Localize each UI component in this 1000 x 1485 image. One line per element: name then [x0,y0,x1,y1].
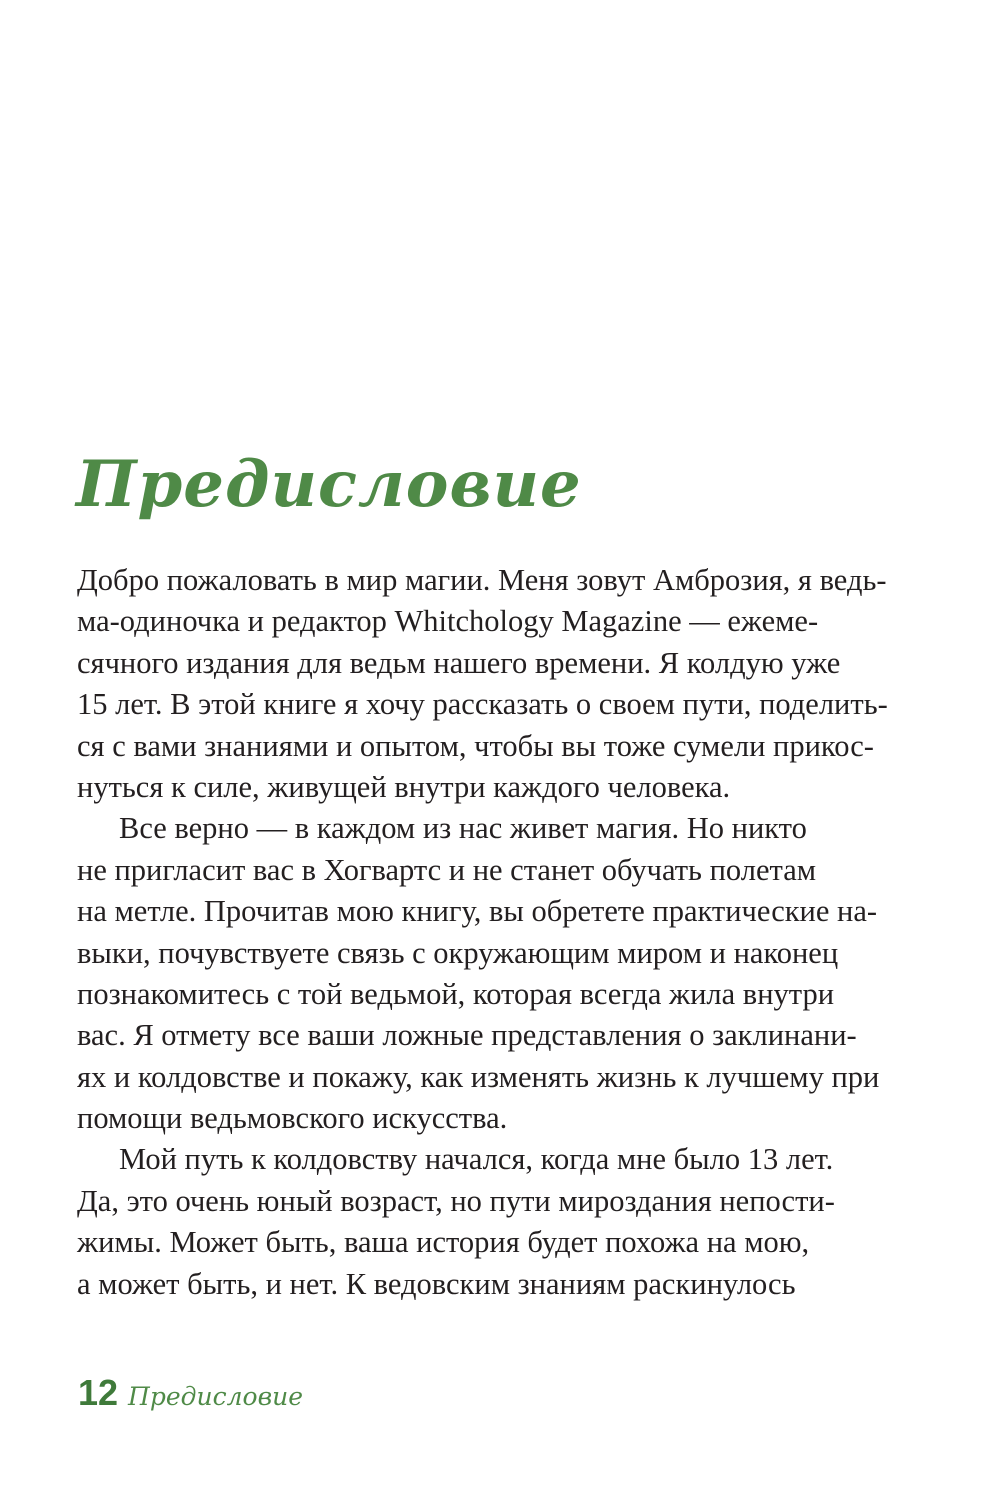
paragraph-start-line: Все верно — в каждом из нас живет магия. Но никто [119,811,807,846]
text-line: жимы. Может быть, ваша история будет похожа на мою, [77,1225,810,1260]
text-line: Да, это очень юный возраст, но пути мироздания непости- [77,1183,835,1218]
text-line: вас. Я отмету все ваши ложные представления о заклинани- [77,1018,857,1053]
text-line: а может быть, и нет. К ведовским знаниям раскинулось [77,1266,796,1301]
paragraph-start-line: Мой путь к колдовству начался, когда мне было 13 лет. [119,1142,834,1177]
text-line: 15 лет. В этой книге я хочу рассказать о своем пути, поделить- [77,687,888,722]
page-footer [78,1368,303,1418]
text-line: помощи ведьмовского искусства. [77,1101,508,1136]
page-number: 12 [78,1372,119,1413]
text-line: выки, почувствуете связь с окружающим миром и наконец [77,935,839,970]
text-line: нуться к силе, живущей внутри каждого человека. [77,769,731,804]
text-line: познакомитесь с той ведьмой, которая всегда жила внутри [77,976,835,1011]
text-line: не пригласит вас в Хогвартс и не станет обучать полетам [77,852,817,887]
chapter-title: Предисловие [76,447,582,522]
text-line: ся с вами знаниями и опытом, чтобы вы тоже сумели прикос- [77,728,874,763]
text-line: Добро пожаловать в мир магии. Меня зовут Амброзия, я ведь- [77,563,887,597]
running-head: Предисловие [128,1382,304,1411]
text-line: сячного издания для ведьм нашего времени. Я колдую уже [77,645,841,680]
text-line: на метле. Прочитав мою книгу, вы обретете практические на- [77,894,878,929]
text-line: ях и колдовстве и покажу, как изменять жизнь к лучшему при [77,1059,880,1094]
text-line: ма-одиночка и редактор Whitchology Magazine — ежеме- [77,604,819,639]
body-text [77,560,977,1305]
